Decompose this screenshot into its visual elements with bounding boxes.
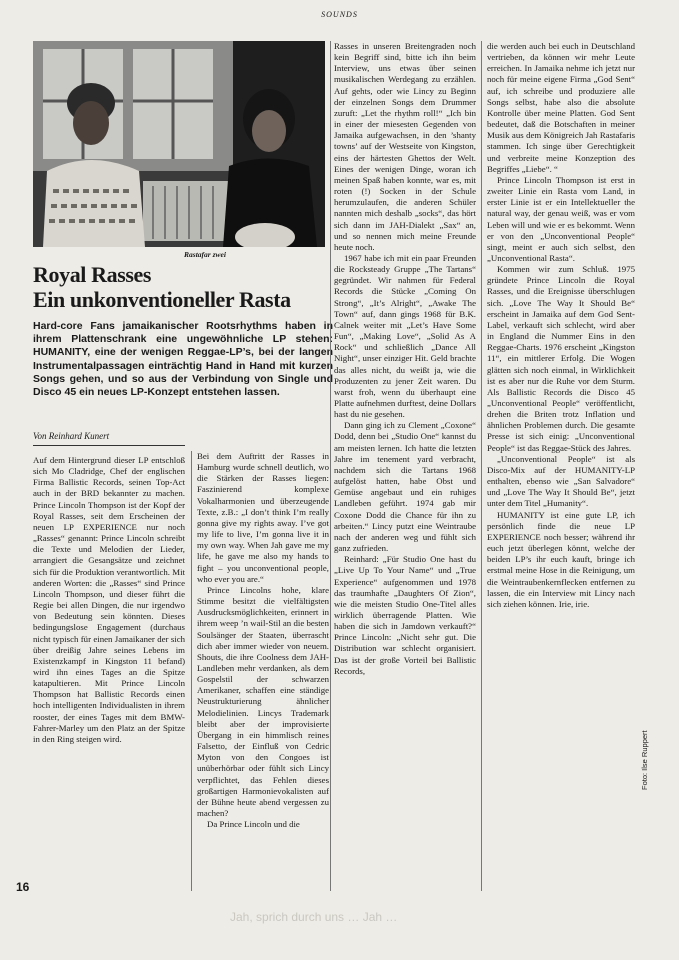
column-rule (330, 41, 331, 891)
photo-illustration (33, 41, 325, 247)
article-intro: Hard-core Fans jamaikanischer Rootsrhythms haben in ihrem Plattenschrank eine ungewöhnliche LP stehen: HUMANITY, eine der wenigen Reggae-LP’s, bei der langen Instrumentalpassagen einträchtig Hand in Hand mit kurzen Songs gehen, und so aus der Verbindung von Single und Disco 45 ein neues LP-Konzept entstehen lassen. (33, 320, 333, 399)
paragraph: „Unconventional People“ ist als Disco-Mix auf der HUMANITY-LP enthalten, ebenso wie „San Salvadore“ und „Love The Way It Should Be“, jetzt unter dem Titel „Humanity“. (487, 453, 635, 509)
bleed-through-text: Jah, sprich durch uns … Jah … (230, 910, 398, 924)
photo-credit: Foto: Ilse Ruppert (640, 730, 649, 790)
running-head: SOUNDS (321, 10, 358, 19)
paragraph: die werden auch bei euch in Deutschland vertrieben, da können wir mehr Leute erreichen. In Jamaika nehme ich jetzt nur noch für meine eigene Firma „God Sent“ auf, ich schreibe und produziere alle Songs selbst, habe also die absolute Kontrolle über meine Platten. God Sent bedeutet, daß die Botschaften in meiner Musik aus dem Königreich Jah Rastafaris stammen. Ich singe über Gerechtigkeit und verbreite meine Konzeption des Begriffes „Liebe“. “ (487, 41, 635, 174)
article-column-3 (334, 41, 476, 891)
article-column-1 (33, 455, 185, 880)
column-rule (191, 451, 192, 891)
headline-line-1: Royal Rasses (33, 262, 152, 287)
paragraph: Da Prince Lincoln und die (207, 819, 300, 830)
byline: Von Reinhard Kunert (33, 431, 185, 446)
paragraph: Auf dem Hintergrund dieser LP entschloß sich Mo Cladridge, Chef der englischen Firma Ballistic Records, seinen Top-Act auch in der BRD bekannter zu machen. Prince Lincoln Thompson ist der Kopf der Royal Rasses, seit dem Erscheinen der neuen LP EXPERIENCE nur noch „Rasses“ genannt: Prince Lincoln schreibt die Texte und Melodien der Lieder, arrangiert die Gesangsätze und zeichnet sich für die Produktion verantwortlich. Mit anderen Worten: die „Rasses“ sind Prince Lincoln Thompson, und dieser führt die Regie bei allen Dingen, die nur irgendwo von Bedeutung sein könnten. Dieses bedingungslose Engagement (durchaus nicht typisch für einen Jamaikaner der sich über dreißig Jahre seines Lebens im Existenzkampf in Kingston 11 befand) wird ihn eines Tages an die Spitze katapultieren. Mit Prince Lincoln Thompson hat Ballistic Records einen hoch intelligenten Individualisten in ihrem rooster, der eines Tages mit dem BMW-Fahrer-Marley um den Platz an der Spitze in den Ring steigen wird. (33, 455, 185, 744)
photo-caption: Rastafar zwei (184, 250, 226, 259)
column-rule (481, 41, 482, 891)
paragraph: Rasses in unseren Breitengraden noch kein Begriff sind, bitte ich ihn beim Interview, uns etwas über seinen musikalischen Werdegang zu erzählen. Auf gehts, oder wie Lincy zu Beginn der einzelnen Songs dem Drummer zuruft: „Let the rhythm roll!“ „Ich bin in einer der miesesten Gegenden von Jamaika aufgewachsen, in den ’shanty towns’ auf der Westseite von Kingston, eins der härtesten Ghettos der Welt. Eines der wenigen Dinge, woran ich meinen Spaß haben konnte, war es, mit roten (!) Socken in der Schule herumzulaufen, die anderen Schüler nannten mich deshalb „socks“, das hört sich dann im JAH-Dialekt „Sax“ an, und so nennen mich meine Freunde heute noch. (334, 41, 476, 252)
headline-line-2: Ein unkonventioneller Rasta (33, 287, 291, 312)
article-column-4 (487, 41, 635, 883)
paragraph: Kommen wir zum Schluß. 1975 gründete Prince Lincoln die Royal Rasses, und die Ereignisse überschlugen sich. „Love The Way It Should Be“ erscheint in Jamaika auf dem God Sent-Label, verkauft sich schlecht, wird aber in England die Nummer Eins in den Reggae-Charts. 1976 erscheint „Kingston 11“, ein mittlerer Erfolg. Die Wogen glätten sich noch einmal, in Wirklichkeit ist es aber nur die Ruhe vor dem Sturm. Als Ballistic Records die Disco 45 „Unconventional People“ veröffentlicht, drehen die Briten trotz Inflation und ähnlichen Problemen durch. Die gesamte Presse ist sich einig: „Unconventional People“ ist das Reggae-Stück des Jahres. (487, 264, 635, 453)
paragraph: Reinhard: „Für Studio One hast du „Live Up To Your Name“ und „True Experience“ aufgenommen und 1978 das traumhafte „Daughters Of Zion“, wie die meisten Studio One-Titel alles wirklich überragende Platten. Wie haben die sich in Jamdown verkauft?“ Prince Lincoln: „Nicht sehr gut. Die Distribution war schlecht organisiert. Das ist der große Vorteil bei Ballistic Records, (334, 554, 476, 676)
paragraph: Prince Lincoln Thompson ist erst in zweiter Linie ein Rasta vom Land, in erster Linie ist er ein Intellektueller the natural way, der genau weiß, was er vom Leben will und wie er es bekommt. Wenn er von den „Unconventional People“ singt, meint er auch sich selbst, den „Unconventional Rasta“. (487, 174, 635, 263)
paragraph: Dann ging ich zu Clement „Coxone“ Dodd, denn bei „Studio One“ kannst du am meisten lernen. Ich hatte die letzten Jahre im tenement yard verbracht, nachdem sich die Tartans 1968 aufgelöst hatten, habe Obst und Gemüse angebaut und ein ruhiges Landleben geführt. 1974 gab mir Coxone Dodd die Chance für ihn zu arbeiten.“ Lincy putzt eine Weintraube nach der anderen weg und fühlt sich ganz zufrieden. (334, 420, 476, 554)
paragraph: HUMANITY ist eine gute LP, ich persönlich finde die neue LP EXPERIENCE noch besser; während ihr euch jetzt überlegen könnt, welche der beiden LP’s ihr euch kauft, bringe ich erstmal meine Hose in die Reinigung, um die Weintraubenkernflecken entfernen zu lassen, die ein Interview mit Lincy nach sich ziehen können. Irie, irie. (487, 509, 635, 609)
paragraph: 1967 habe ich mit ein paar Freunden die Rocksteady Gruppe „The Tartans“ gegründet. Wir nahmen für Federal Records die Stücke „Coming On Strong“, „It’s Alright“, „Awake The Town“ auf, dann gings 1968 für B.K. Calnek weiter mit „Let’s Have Some Fun“, „Making Love“, „Solid As A Rock“ und schließlich „Dance All Night“, unser einziger Hit. Geld brachte das alles nicht, du weißt ja, wie die Produzenten zu jener Zeit waren. Du warst froh, wenn du überhaupt eine Platte aufnehmen durftest, deine Dollars hast du nie gesehen. (334, 252, 476, 420)
page-number: 16 (16, 880, 30, 894)
paragraph: Prince Lincolns hohe, klare Stimme besitzt die vielfältigsten Ausdrucksmöglichkeiten, erinnert in ihrem weep ’n wail-Stil an die besten Soulsänger der Staaten, überrascht dich aber immer wieder von neuem. Shouts, die ihre Coolness dem JAH-Landleben mehr verdanken, als dem Gospelstil der schwarzen Amerikaner, schaffen eine ständige Neustrukturierung ähnlicher Melodielinien. Lincys Trademark bleibt aber der improvisierte Übergang in ein himmlisch reines Falsetto, der Einfluß von Cedric Myton von den Congoes ist unüberhörbar oder fühlt sich Lincy verpflichtet, das Fehlen dieses großartigen Harmonievokalisten auf der Bühne heute abend vergessen zu machen? (197, 584, 329, 818)
article-photo (33, 41, 325, 247)
article-headline (33, 262, 333, 312)
paragraph: Bei dem Auftritt der Rasses in Hamburg wurde schnell deutlich, wo die Stärken der Rasses liegen: Faszinierend komplexe Vokalharmonien und überzeugende Texte, z.B.: „I don’t think I’m really gonna give my rights away. I’ve got my life to live, I’m gonna live it in my own way. When Jah gave me my life, he gave me also my hands to fight – you unconventional people, who ever you are.“ (197, 451, 329, 584)
article-column-2 (197, 451, 329, 891)
